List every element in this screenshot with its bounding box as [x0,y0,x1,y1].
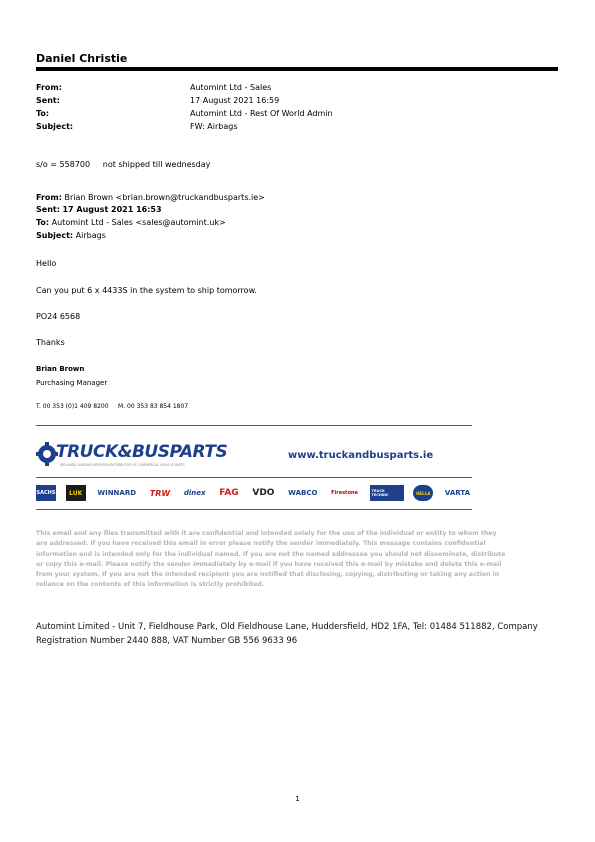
header-label: Subject: [36,122,74,131]
brand-logo: TRW [149,488,171,498]
forward-from-label: From: [36,193,62,202]
forward-from-value: Brian Brown <brian.brown@truckandbusparts.ie> [64,193,265,202]
truck-bus-parts-logo [36,437,228,473]
header-value: Automint Ltd - Sales [190,83,272,92]
brand-logo: WABCO [288,489,318,497]
company-footer: Automint Limited - Unit 7, Fieldhouse Park, Old Fieldhouse Lane, Huddersfield, HD2 1FA, Tel: 01484 511882, Company Registration Number 2440 888, VAT Number GB 556 9633 96 [36,622,538,646]
signature-name: Brian Brown [36,365,85,373]
forward-sent-label: Sent: [36,205,60,214]
brand-logo: Firestone [331,490,358,496]
body-thanks: Thanks [36,338,65,347]
forward-to-value: Automint Ltd - Sales <sales@automint.uk> [51,218,226,227]
brand-logo: VDO [252,488,275,498]
logo-text: TRUCK&BUSPARTS [56,442,228,462]
header-value: FW: Airbags [190,122,238,131]
brand-logo: WINNARD [97,489,137,497]
header-value: 17 August 2021 16:59 [190,96,280,105]
brand-logo: TRUCK TECHNIC [370,485,404,501]
brand-logos [36,481,472,505]
forward-sent [36,204,162,215]
brand-logo: dinex [183,489,206,497]
brand-logo: SACHS [36,485,56,501]
brand-logo: VARTA [444,489,470,497]
brand-logo: HELLA [413,485,433,501]
page-number: 1 [295,795,300,803]
forward-subject-value: Airbags [75,231,106,240]
forward-to-label: To: [36,218,50,227]
banner-bottom-rule [36,509,472,510]
company-banner [36,425,472,511]
header-value: Automint Ltd - Rest Of World Admin [190,109,333,118]
body-po: PO24 6568 [36,312,81,321]
brand-logo: FAG [219,488,239,498]
banner-mid-rule [36,477,472,478]
body-greeting: Hello [36,259,57,268]
gear-icon [36,441,58,467]
website-link[interactable]: www.truckandbusparts.ie [288,450,434,461]
forward-subject [36,230,106,241]
logo-subtitle: IRELANDS LEADING IMPORTER/DISTRIBUTOR OF COMMERCIAL VEHICLE PARTS [60,463,185,467]
legal-disclaimer: This email and any files transmitted with it are confidential and intended solely for the use of the individual or entity to whom they are addressed. If you have received this email in error please notify the sender immediately. This message contains confidential information and is intended only for the individual named. If you are not the named addressee you should not disseminate, distribute or copy this e-mail. Please notify the sender immediately by e-mail if you have received this e-mail by mistake and delete this e-mail from your system. If you are not the intended recipient you are notified that disclosing, copying, distributing or taking any action in reliance on the contents of this information is strictly prohibited. [36,530,506,589]
forward-from [36,192,265,203]
forward-to [36,217,226,228]
header-label: Sent: [36,96,60,105]
header-rule [36,67,558,71]
note-text: s/o = 558700 not shipped till wednesday [36,160,211,169]
signature-title: Purchasing Manager [36,379,108,387]
brand-logo: LUK [66,485,86,501]
body-line: Can you put 6 x 4433S in the system to ship tomorrow. [36,286,257,295]
header-label: To: [36,109,50,118]
sender-name: Daniel Christie [36,52,128,65]
forward-sent-value: 17 August 2021 16:53 [62,205,162,214]
banner-top-rule [36,425,472,426]
signature-phone: T. 00 353 (0)1 409 8200 M. 00 353 83 854 1807 [36,403,189,410]
forward-subject-label: Subject: [36,231,74,240]
header-label: From: [36,83,62,92]
